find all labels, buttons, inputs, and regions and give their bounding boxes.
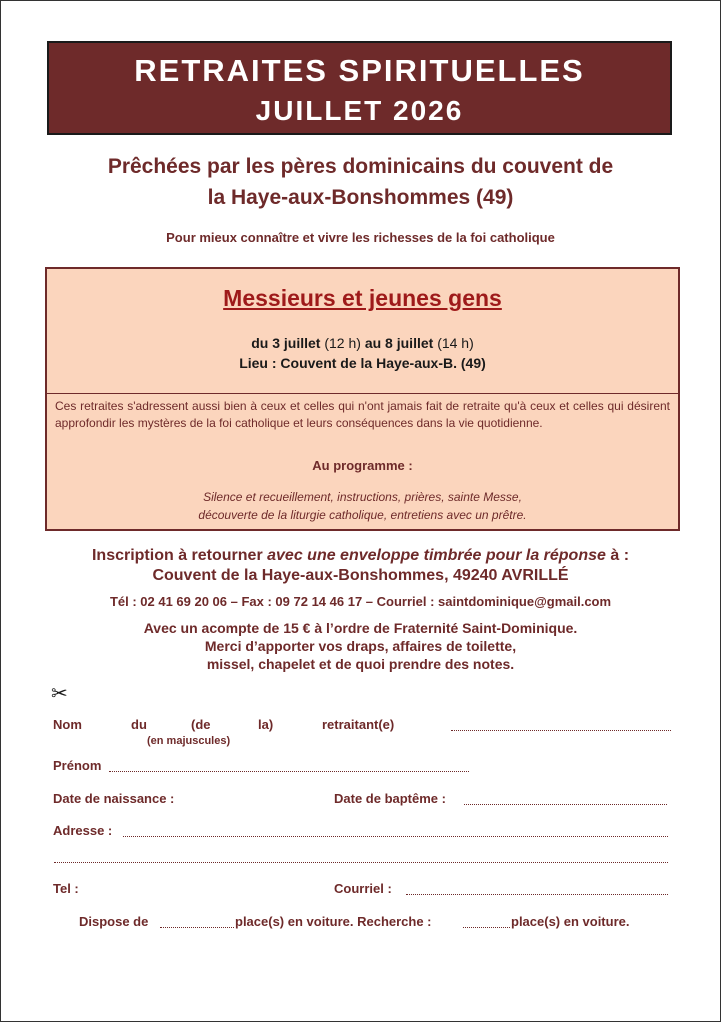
adresse-field-line2[interactable] xyxy=(54,862,668,863)
deposit-line3: missel, chapelet et de quoi prendre des notes. xyxy=(206,656,515,672)
label-la: la) xyxy=(258,717,274,732)
nom-note: (en majuscules) xyxy=(147,735,231,747)
label-date-naissance: Date de naissance : xyxy=(53,791,175,806)
banner-date: JUILLET 2026 xyxy=(255,95,464,126)
nom-field[interactable] xyxy=(451,730,671,731)
contact-line: Tél : 02 41 69 20 06 – Fax : 09 72 14 46 17 – Courriel : saintdominique@gmail.com xyxy=(109,594,612,609)
label-retraitant: retraitant(e) xyxy=(322,717,395,732)
time-end: (14 h) xyxy=(437,335,474,351)
deposit-line1: Avec un acompte de 15 € à l’ordre de Fraternité Saint-Dominique. xyxy=(143,620,578,636)
courriel-field[interactable] xyxy=(406,894,668,895)
label-courriel: Courriel : xyxy=(334,881,392,896)
retreat-description: Ces retraites s'adressent aussi bien à ceux et celles qui n'ont jamais fait de retraite qu'à ceux et celles qui désirent approfondir les mystères de la foi catholique et leurs conséquences dans la vie quotidienne. xyxy=(55,399,670,430)
scissors-icon: ✂ xyxy=(51,683,68,705)
inscription-italic: avec une enveloppe timbrée pour la réponse xyxy=(267,547,606,564)
program-title: Au programme : xyxy=(312,458,413,473)
subtitle-line1: Prêchées par les pères dominicains du couvent de xyxy=(107,155,614,178)
label-de: (de xyxy=(191,717,211,732)
program-line2: découverte de la liturgie catholique, entretiens avec un prêtre. xyxy=(198,508,527,522)
places-needed-field[interactable] xyxy=(463,927,510,928)
prenom-field[interactable] xyxy=(109,771,469,772)
inscription-address: Couvent de la Haye-aux-Bonshommes, 49240 AVRILLÉ xyxy=(152,567,569,584)
inscription-suffix: à : xyxy=(610,547,630,564)
retreat-dates xyxy=(47,335,678,351)
label-places-end: place(s) en voiture. xyxy=(511,914,630,929)
deposit-info xyxy=(1,619,720,673)
label-places-recherche: place(s) en voiture. Recherche : xyxy=(235,914,432,929)
retreat-location: Lieu : Couvent de la Haye-aux-B. (49) xyxy=(239,355,486,371)
title-banner xyxy=(47,41,672,135)
date-end: au 8 juillet xyxy=(364,335,434,351)
label-tel: Tel : xyxy=(53,881,79,896)
subtitle-line2: la Haye-aux-Bonshommes (49) xyxy=(207,186,514,209)
label-prenom: Prénom xyxy=(53,758,102,773)
date-bapteme-field[interactable] xyxy=(464,804,667,805)
date-start: du 3 juillet xyxy=(251,335,321,351)
box-title: Messieurs et jeunes gens xyxy=(223,285,502,311)
places-offered-field[interactable] xyxy=(160,927,234,928)
label-dispose: Dispose de xyxy=(79,914,149,929)
adresse-field-line1[interactable] xyxy=(123,836,668,837)
label-nom: Nom xyxy=(53,717,82,732)
deposit-line2: Merci d’apporter vos draps, affaires de toilette, xyxy=(204,638,517,654)
inscription-prefix: Inscription à retourner xyxy=(91,547,263,564)
label-adresse: Adresse : xyxy=(53,823,113,838)
program-line1: Silence et recueillement, instructions, prières, sainte Messe, xyxy=(203,490,522,504)
retreat-info-box xyxy=(45,267,680,531)
label-date-bapteme: Date de baptême : xyxy=(334,791,446,806)
program-text xyxy=(47,488,678,524)
subtitle xyxy=(31,151,690,213)
label-du: du xyxy=(131,717,147,732)
banner-title: RETRAITES SPIRITUELLES xyxy=(134,53,585,88)
inscription-instructions xyxy=(1,546,720,586)
box-divider xyxy=(47,393,678,394)
time-start: (12 h) xyxy=(324,335,361,351)
tagline: Pour mieux connaître et vivre les richesses de la foi catholique xyxy=(166,230,555,245)
